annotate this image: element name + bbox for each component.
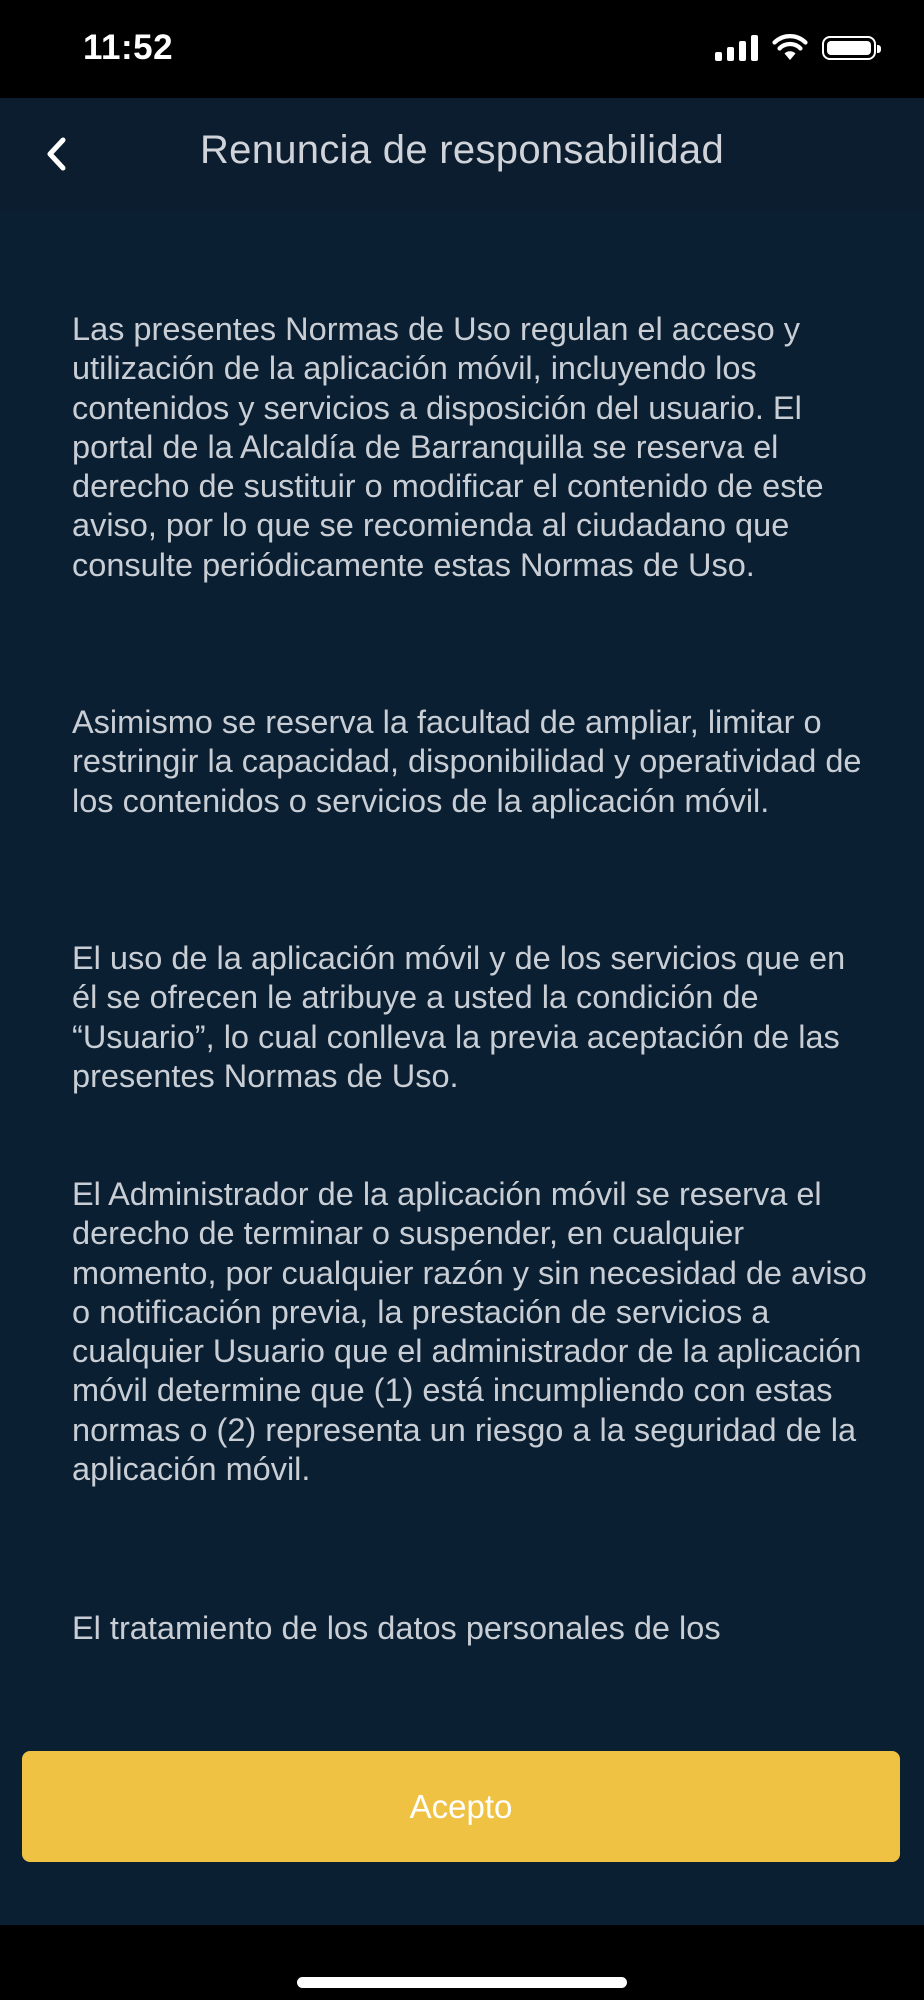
content-area	[0, 210, 924, 1925]
battery-icon	[822, 36, 876, 60]
status-icons	[715, 34, 876, 62]
disclaimer-paragraph-3: El uso de la aplicación móvil y de los servicios que en él se ofrecen le atribuye a usted la condición de “Usuario”, lo cual conlleva la previa aceptación de las presentes Normas de Uso.	[72, 940, 846, 1094]
page-title: Renuncia de responsabilidad	[199, 128, 725, 172]
home-bar	[0, 1925, 924, 2000]
nav-header	[0, 98, 924, 210]
cellular-signal-icon	[715, 35, 758, 61]
disclaimer-text-scroll[interactable]	[0, 210, 924, 1657]
disclaimer-paragraph-4: El Administrador de la aplicación móvil se reserva el derecho de terminar o suspender, en cualquier momento, por cualquier razón y sin necesidad de aviso o notificación previa, la prestación de servicios a cualquier Usuario que el administrador de la aplicación móvil determine que (1) está incumpliendo con estas normas o (2) representa un riesgo a la seguridad de la aplicación móvil.	[72, 1176, 867, 1488]
status-time: 11:52	[83, 28, 174, 67]
accept-button[interactable]: Acepto	[22, 1751, 900, 1862]
wifi-icon	[772, 34, 808, 62]
home-indicator[interactable]	[297, 1977, 627, 1988]
disclaimer-paragraph-2: Asimismo se reserva la facultad de ampliar, limitar o restringir la capacidad, disponibilidad y operatividad de los contenidos o servicios de la aplicación móvil.	[72, 704, 862, 819]
status-bar	[0, 0, 924, 98]
disclaimer-paragraph-1: Las presentes Normas de Uso regulan el acceso y utilización de la aplicación móvil, incluyendo los contenidos y servicios a disposición del usuario. El portal de la Alcaldía de Barranquilla se reserva el derecho de sustituir o modificar el contenido de este aviso, por lo que se recomienda al ciudadano que consulte periódicamente estas Normas de Uso.	[72, 311, 824, 583]
disclaimer-paragraph-5: El tratamiento de los datos personales de los	[72, 1610, 721, 1646]
